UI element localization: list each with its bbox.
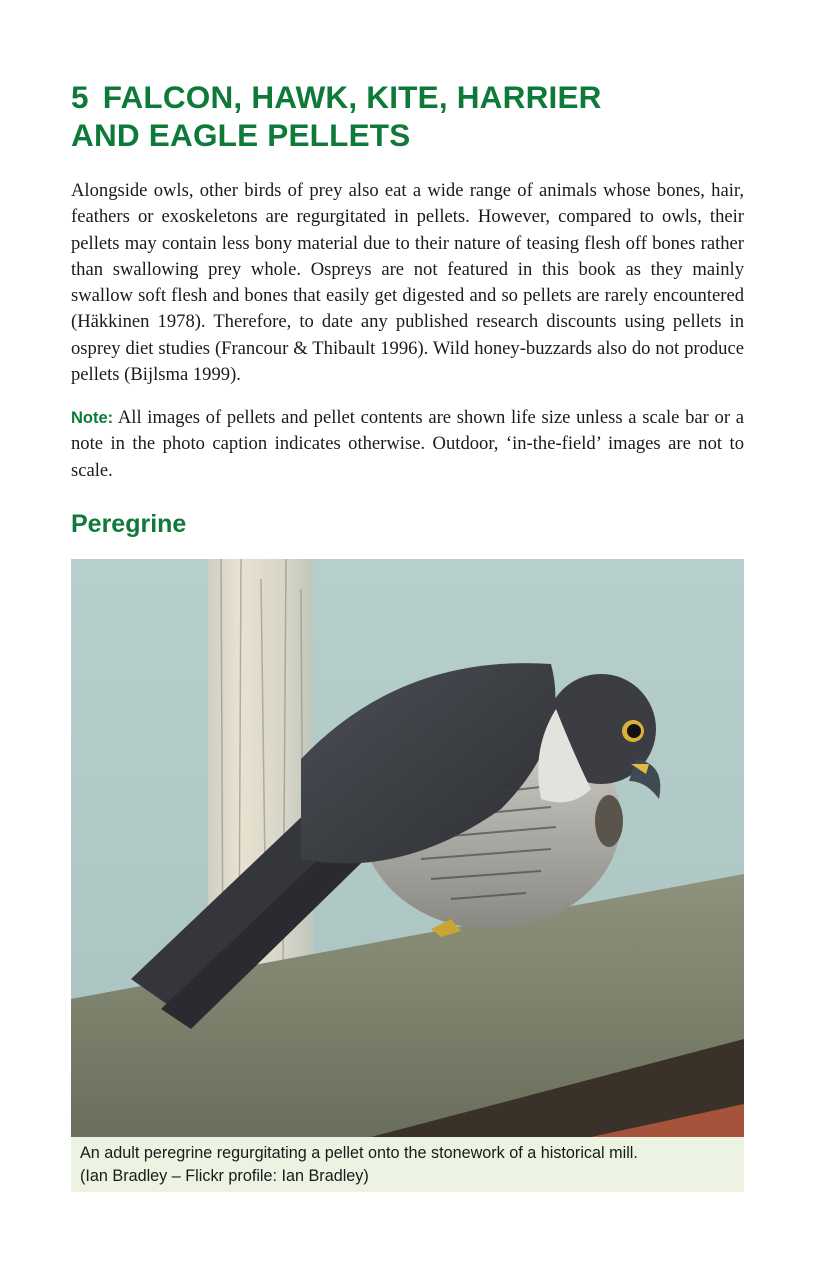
caption-text: An adult peregrine regurgitating a pellet onto the stonework of a historical mill. — [80, 1144, 638, 1162]
note-text: All images of pellets and pellet contents are shown life size unless a scale bar or a note in the photo caption indicates otherwise. Outdoor, ‘in-the-field’ images are not to scale. — [71, 407, 744, 481]
intro-paragraph: Alongside owls, other birds of prey also eat a wide range of animals whose bones, hair, feathers or exoskeletons are regurgitated in pellets. However, compared to owls, their pellets may contain less bony material due to their nature of teasing flesh off bones rather than swallowing prey whole. Ospreys are not featured in this book as they mainly swallow soft flesh and bones that easily get digested and so pellets are rarely encountered (Häkkinen 1978). Therefore, to date any published research discounts using pellets in osprey diet studies (Francour & Thibault 1996). Wild honey-buzzards also do not produce pellets (Bijlsma 1999). — [71, 180, 744, 386]
figure-caption — [71, 1137, 744, 1192]
chapter-title-line2: AND EAGLE PELLETS — [71, 117, 411, 153]
note-paragraph — [71, 405, 744, 484]
note-label: Note: — [71, 409, 114, 427]
chapter-number: 5 — [71, 79, 89, 115]
section-title: Peregrine — [71, 510, 187, 538]
figure — [71, 559, 744, 1192]
photo-credit: (Ian Bradley – Flickr profile: Ian Bradley) — [80, 1167, 369, 1185]
chapter-title-line1: FALCON, HAWK, KITE, HARRIER — [102, 79, 602, 115]
peregrine-photo — [71, 559, 744, 1137]
chapter-title — [71, 78, 744, 154]
